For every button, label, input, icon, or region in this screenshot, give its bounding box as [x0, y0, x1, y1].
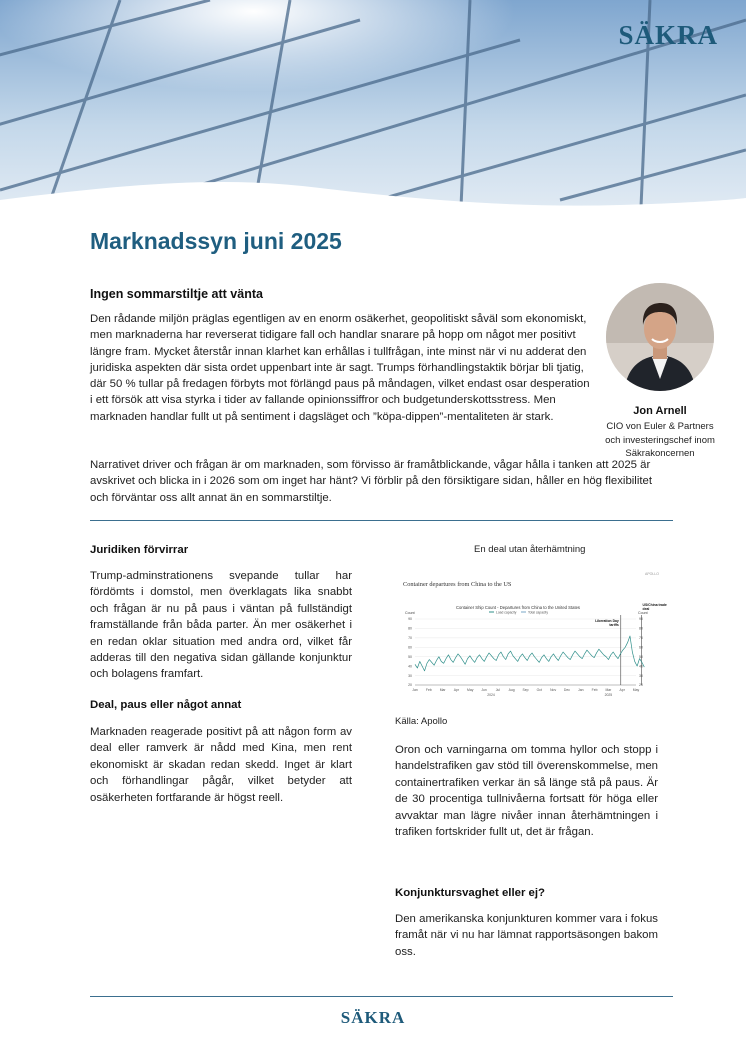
chart-ytick-label-right: 20 [639, 683, 643, 688]
author-portrait [606, 283, 714, 391]
chart-xtick-label: May [632, 688, 640, 692]
section-heading-konjunktur: Konjunktursvaghet eller ej? [395, 887, 546, 899]
chart-ytick-label-right: 30 [639, 673, 643, 678]
author-name: Jon Arnell [633, 405, 687, 417]
section-text-juridiken: Trump-adminstrationens svepande tullar har fördömts i domstol, men överklagats lika snabbt och frågan är nu på paus i väntan på fullständigt framställande från båda parter. Än mer osäkerhet i en redan oklar situation med andra ord, vilket får adderas till den negativa sidan gällande konjunktur och bolagens framfart. [90, 570, 352, 681]
intro-paragraph-1: Den rådande miljön präglas egentligen av en enorm osäkerhet, geopolitiskt såväl som ekonomiskt, men marknaderna har reverserat tidigare fall och handlar snarare på hopp om något mer positivt längre fram. Mycket återstår innan klarhet kan erhållas i tullfrågan, inte minst när vi nu adderat den juridiska aspekten där sista ordet uppenbart inte är sagt. Trumps förhandlingstaktik börjar bli tjatig, där 50 % tullar på fredagen förbyts mot förlängd paus på måndagen, vilket endast osar desperation i ett försök att visa styrka i tider av fallande opinionssiffror och budgetunderskottsstress. Men marknaden handlar fullt ut på sentiment i dagsläget och ”köpa-dippen”-mentaliteten är stark. [90, 313, 590, 423]
chart-annotation-label: Liberation Day tariffs [595, 619, 619, 627]
chart-ytick-label-right: 80 [639, 626, 643, 631]
container-chart [393, 566, 668, 711]
chart-xtick-label: Jan [412, 688, 418, 692]
author-role-line-3: Säkrakoncernen [625, 448, 695, 459]
chart-ytick-label-left: 20 [408, 683, 412, 688]
chart-ylabel-right: Count [638, 611, 648, 615]
section-heading-deal: Deal, paus eller något annat [90, 699, 242, 711]
section-text-konjunktur: Den amerikanska konjunkturen kommer vara i fokus framåt när vi nu har lämnat rapportsäsongen bakom oss. [395, 913, 658, 958]
chart-xtick-label: Jan [578, 688, 584, 692]
chart-year-label: 2025 [604, 693, 613, 697]
author-role-line-1: CIO von Euler & Partners [606, 421, 714, 432]
chart-ytick-label-left: 40 [408, 664, 412, 669]
chart-xtick-label: Sep [522, 688, 529, 692]
chart-xtick-label: Feb [591, 688, 598, 692]
chart-xtick-label: Nov [550, 688, 557, 692]
chart-xtick-label: Feb [425, 688, 432, 692]
chart-ytick-label-right: 60 [639, 645, 643, 650]
chart-xtick-label: Aug [508, 688, 515, 692]
chart-title: Container departures from China to the US [403, 581, 512, 588]
section-divider-bottom [90, 996, 673, 997]
chart-ytick-label-right: 90 [639, 617, 643, 622]
chart-ytick-label-left: 80 [408, 626, 412, 631]
intro-heading: Ingen sommarstiltje att vänta [90, 287, 263, 301]
chart-ytick-label-left: 70 [408, 636, 412, 641]
chart-xtick-label: Mar [439, 688, 446, 692]
chart-xtick-label: Jun [481, 688, 487, 692]
chart-xtick-label: May [467, 688, 474, 692]
chart-ytick-label-left: 50 [408, 654, 412, 659]
author-role-line-2: och investeringschef inom [605, 434, 715, 446]
chart-caption: En deal utan återhämtning [474, 544, 586, 555]
intro-paragraph-2: Narrativet driver och frågan är om marknaden, som förvisso är framåtblickande, vågar hålla i tanken att 2025 är avskrivet och blicka in i 2026 som om inget har hänt? Vi förblir på den försiktigare sidan, håller en hög flexibilitet och förväntar oss allt annat än en sommarstiltje. [90, 459, 653, 504]
chart-xtick-label: Jul [495, 688, 501, 692]
chart-ytick-label-right: 50 [639, 654, 643, 659]
section-text-oron: Oron och varningarna om tomma hyllor och stopp i handelstrafiken gav stöd till överenskommelse, men containertrafiken verkar än så länge stå på paus. Är de 30 procentiga tullnivåerna fortsatt för höga eller avvaktar man lägre nivåer innan återhämtningen i trafiken fortskrider fullt ut, det är frågan. [395, 744, 658, 839]
chart-brand-mark: APOLLO [644, 572, 659, 576]
chart-annotation-label: US/China trade deal [642, 603, 667, 611]
footer-logo: SÄKRA [340, 1008, 406, 1027]
chart-ylabel-left: Count [405, 611, 415, 615]
chart-ytick-label-right: 40 [639, 664, 643, 669]
chart-xtick-label: Dec [563, 688, 570, 692]
chart-xtick-label: Mar [605, 688, 612, 692]
section-divider-top [90, 520, 673, 521]
chart-subtitle: Container Ship Count - Departures from China to the United States [455, 605, 581, 610]
page-title: Marknadssyn juni 2025 [90, 228, 342, 254]
chart-ytick-label-left: 30 [408, 673, 412, 678]
chart-ytick-label-left: 60 [408, 645, 412, 650]
section-text-deal: Marknaden reagerade positivt på att någon form av deal eller ramverk är nådd med Kina, men rent ekonomiskt är skadan redan skedd. Inget är klart och förhandlingar pågår, vilket betyder att osäkerheten fortfarande är högst reell. [90, 726, 352, 804]
chart-legend-label: Total capacity [528, 610, 548, 615]
chart-year-label: 2024 [487, 693, 495, 697]
chart-series-line [415, 636, 644, 671]
brand-logo: SÄKRA [618, 20, 718, 50]
chart-ytick-label-left: 90 [408, 617, 412, 622]
chart-xtick-label: Oct [536, 688, 542, 692]
chart-legend-label: Load capacity [496, 610, 517, 615]
author-role [584, 420, 736, 461]
chart-source: Källa: Apollo [395, 716, 448, 727]
section-heading-juridiken: Juridiken förvirrar [90, 544, 189, 556]
chart-xtick-label: Apr [619, 688, 625, 692]
chart-ytick-label-right: 70 [639, 636, 643, 641]
chart-xtick-label: Apr [453, 688, 460, 692]
